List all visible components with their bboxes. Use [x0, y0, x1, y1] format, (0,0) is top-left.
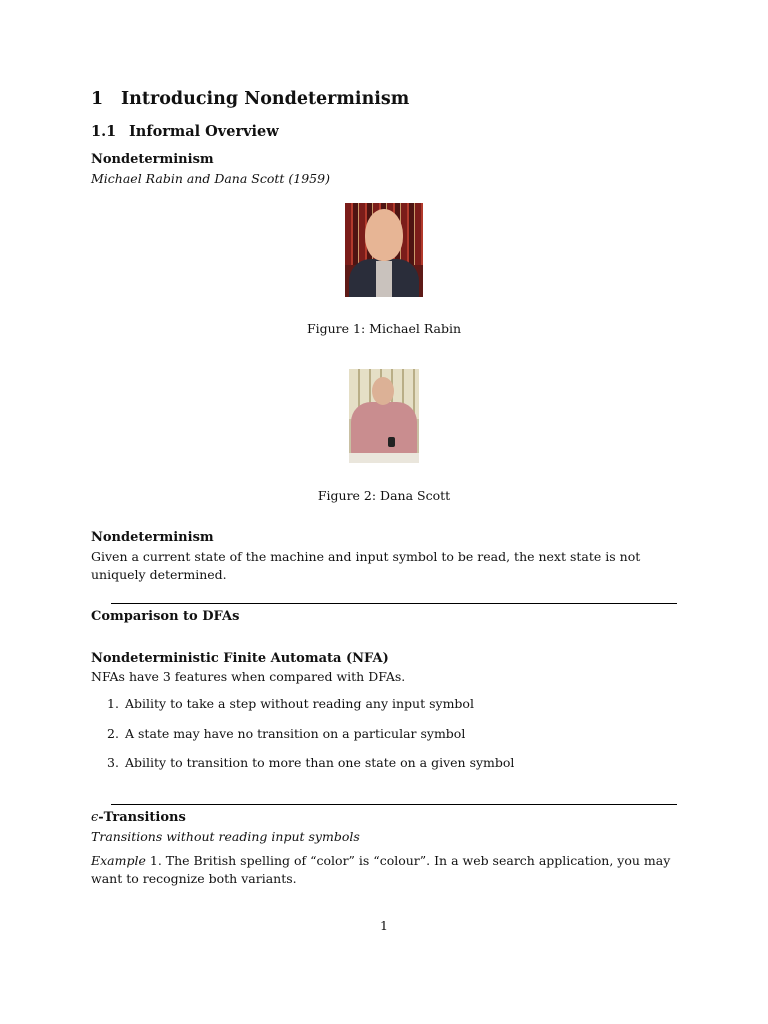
- paragraph-title-nondeterminism: Nondeterminism: [91, 152, 214, 167]
- nfa-intro-text: NFAs have 3 features when compared with DFAs.: [91, 669, 406, 684]
- paragraph-title-nondeterminism: Nondeterminism: [91, 530, 214, 545]
- epsilon-symbol: ϵ: [91, 810, 99, 825]
- transitions-subtitle: Transitions without reading input symbols: [91, 829, 360, 844]
- divider: [111, 603, 677, 604]
- section-heading: [91, 89, 409, 109]
- list-item: 1. Ability to take a step without reading any input symbol: [107, 696, 474, 711]
- paragraph-title-epsilon-transitions: ϵ-Transitions: [91, 810, 186, 825]
- list-item: 2. A state may have no transition on a particular symbol: [107, 726, 466, 741]
- subsection-number: 1.1: [91, 123, 117, 140]
- paragraph-title-comparison: Comparison to DFAs: [91, 609, 240, 624]
- example-number: 1.: [149, 853, 162, 868]
- scott-photo: [349, 369, 419, 463]
- figure-caption: Figure 1: Michael Rabin: [306, 321, 462, 336]
- example-text: The British spelling of “color” is “colour”. In a web search application, you may want to recognize both variants.: [91, 853, 671, 886]
- example-paragraph: [91, 852, 681, 888]
- definition-text: Given a current state of the machine and input symbol to be read, the next state is not uniquely determined.: [91, 549, 641, 582]
- divider: [111, 804, 677, 805]
- rabin-photo: [345, 203, 423, 297]
- section-number: 1: [91, 89, 104, 109]
- subsection-heading: [91, 123, 279, 140]
- subsection-title: Informal Overview: [129, 123, 279, 140]
- list-item: 3. Ability to transition to more than one state on a given symbol: [107, 755, 515, 770]
- section-title: Introducing Nondeterminism: [121, 89, 410, 109]
- authors-line: Michael Rabin and Dana Scott (1959): [91, 171, 330, 186]
- page-number: 1: [380, 918, 388, 933]
- example-label: Example: [91, 853, 146, 868]
- paragraph-title-nfa: Nondeterministic Finite Automata (NFA): [91, 651, 389, 666]
- figure-caption: Figure 2: Dana Scott: [317, 488, 451, 503]
